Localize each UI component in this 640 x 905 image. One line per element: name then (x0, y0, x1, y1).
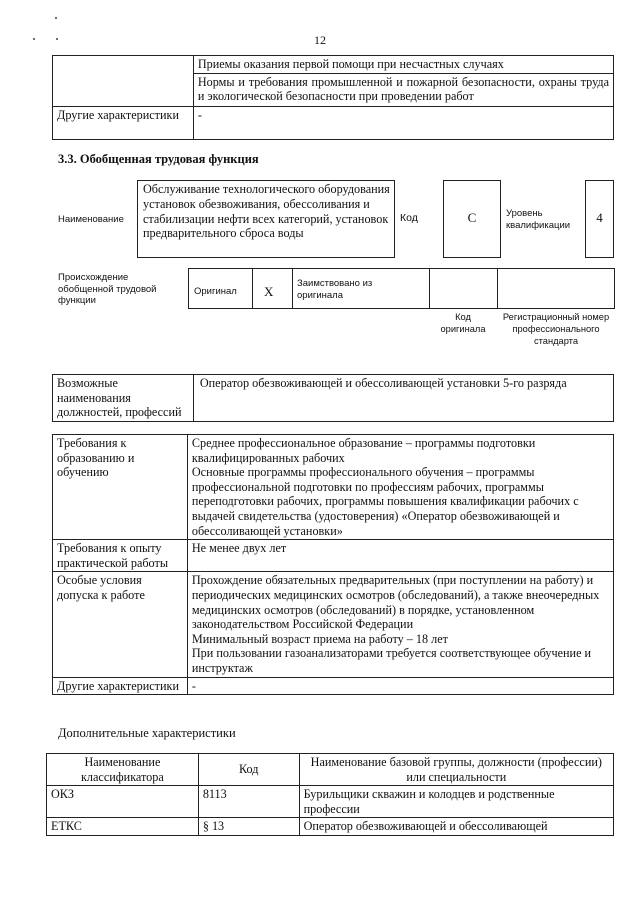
other-value: - (187, 677, 613, 695)
code-label: Код (400, 212, 418, 224)
table-header-row (47, 754, 614, 786)
divider (429, 268, 430, 309)
reg-number-caption: Регистрационный номер профессионального стандарта (502, 312, 610, 346)
code-value: С (467, 210, 477, 225)
table-cell: Приемы оказания первой помощи при несчастных случаях (193, 56, 613, 74)
scan-speck (55, 17, 57, 19)
row-code: 8113 (198, 786, 299, 818)
row-code: § 13 (198, 818, 299, 836)
positions-label: Возможные наименования должностей, профессий (53, 375, 194, 422)
row-name: Бурильщики скважин и колодцев и родственные профессии (299, 786, 613, 818)
other-label: Другие характеристики (53, 677, 188, 695)
knowledge-table (52, 55, 614, 140)
row-classifier: ЕТКС (47, 818, 199, 836)
header-code: Код (198, 754, 299, 786)
conditions-line: Минимальный возраст приема на работу – 18 лет (191, 631, 448, 646)
level-value: 4 (596, 210, 603, 225)
requirements-table (52, 434, 614, 695)
table-row (47, 786, 614, 818)
table-row (53, 56, 614, 74)
origin-label: Происхождение обобщенной трудовой функции (58, 272, 157, 306)
header-name: Наименование базовой группы, должности (профессии) или специальности (299, 754, 613, 786)
section-heading: 3.3. Обобщенная трудовая функция (58, 152, 259, 166)
education-value (187, 435, 613, 540)
table-row (53, 540, 614, 572)
other-characteristics-label: Другие характеристики (53, 106, 194, 139)
code-original-caption: Код оригинала (440, 312, 486, 334)
education-label: Требования к образованию и обучению (53, 435, 188, 540)
table-row (53, 435, 614, 540)
conditions-line: Прохождение обязательных предварительных (при поступлении на работу) и периодических медицинских осмотров (обследований), а также внеочередных медицинских осмотров (обследований) в порядке, установленном законодательством Российской Федерации (191, 573, 600, 632)
header-classifier: Наименование классификатора (47, 754, 199, 786)
additional-title: Дополнительные характеристики (58, 726, 236, 740)
experience-value: Не менее двух лет (187, 540, 613, 572)
table-cell: Нормы и требования промышленной и пожарной безопасности, охраны труда и экологической безопасности при проведении работ (193, 73, 613, 106)
original-mark: X (264, 284, 274, 299)
table-row (53, 677, 614, 695)
level-label: Уровень квалификации (506, 208, 571, 231)
divider (252, 268, 253, 309)
experience-label: Требования к опыту практической работы (53, 540, 188, 572)
borrowed-label: Заимствовано из оригинала (297, 278, 373, 301)
conditions-label: Особые условия допуска к работе (53, 572, 188, 677)
education-line: Среднее профессиональное образование – программы подготовки квалифицированных рабочих (191, 436, 536, 465)
education-line: Основные программы профессионального обучения – программы профессиональной подготовки по профессиям рабочих, программы переподготовки рабочих, программы повышения квалификации рабочих с выдачей свидетельства (удостоверения) «Оператор обезвоживающей и обессоливающей установки» (191, 465, 579, 538)
row-classifier: ОКЗ (47, 786, 199, 818)
other-characteristics-value: - (193, 106, 613, 139)
function-name-value: Обслуживание технологического оборудования установок обезвоживания, обессоливания и стабилизации нефти всех категорий, установок предварительного сброса воды (143, 182, 390, 241)
table-row (47, 818, 614, 836)
original-label: Оригинал (194, 286, 237, 297)
positions-value: Оператор обезвоживающей и обессоливающей установки 5-го разряда (193, 375, 613, 422)
table-row (53, 375, 614, 422)
page-number: 12 (314, 33, 326, 47)
table-row (53, 572, 614, 677)
name-label: Наименование (58, 214, 124, 225)
empty-cell (53, 56, 194, 107)
table-row (53, 106, 614, 139)
classifier-table (46, 753, 614, 836)
row-name: Оператор обезвоживающей и обессоливающей (299, 818, 613, 836)
conditions-value (187, 572, 613, 677)
divider (292, 268, 293, 309)
conditions-line: При пользовании газоанализаторами требуется соответствующее обучение и инструктаж (191, 646, 592, 675)
positions-table (52, 374, 614, 422)
divider (497, 268, 498, 309)
